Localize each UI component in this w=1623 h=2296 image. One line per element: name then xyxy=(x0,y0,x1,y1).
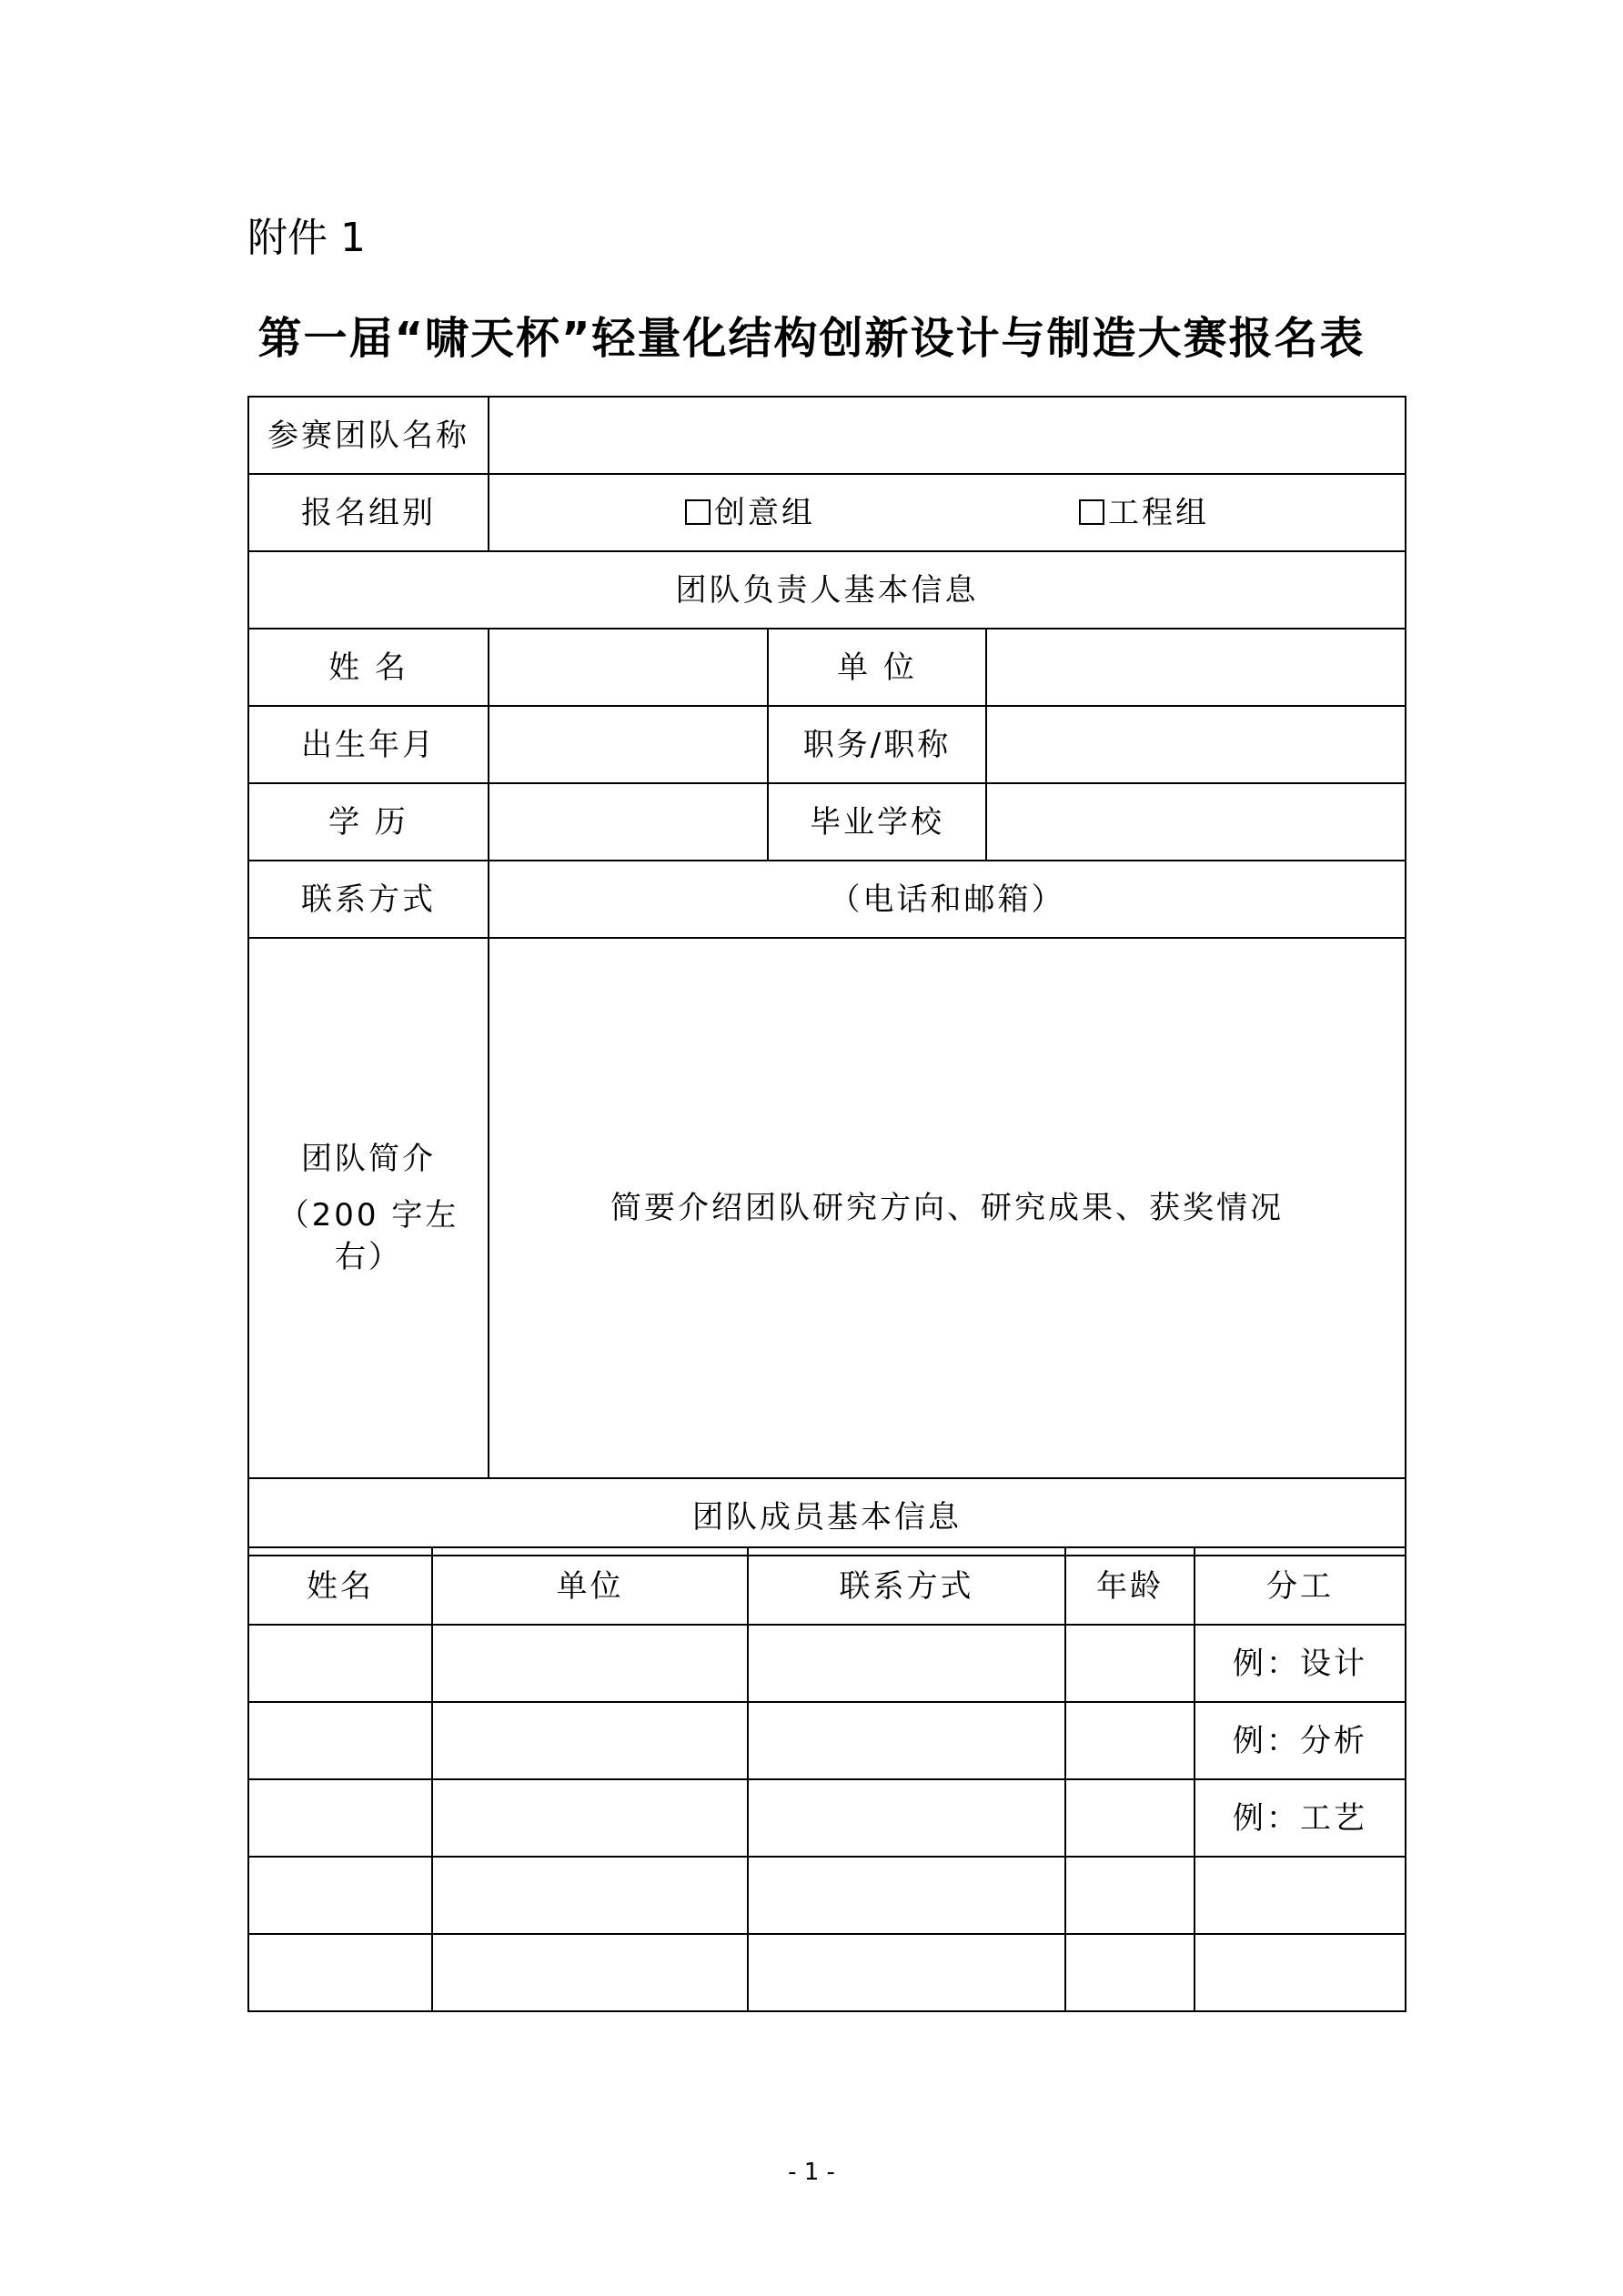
team-name-field[interactable] xyxy=(489,397,1406,474)
table-row xyxy=(248,1779,1406,1857)
education-field[interactable] xyxy=(489,783,768,861)
member-role-cell[interactable]: 例：分析 xyxy=(1195,1702,1406,1779)
member-age-cell[interactable] xyxy=(1065,1702,1195,1779)
position-label: 职务/职称 xyxy=(768,706,986,783)
attachment-label: 附件 1 xyxy=(247,215,366,261)
col-header-age: 年龄 xyxy=(1065,1547,1195,1625)
member-name-cell[interactable] xyxy=(248,1702,432,1779)
member-age-cell[interactable] xyxy=(1065,1779,1195,1857)
table-row xyxy=(248,1857,1406,1934)
member-unit-cell[interactable] xyxy=(432,1779,748,1857)
member-age-cell[interactable] xyxy=(1065,1934,1195,2011)
leader-name-label: 姓 名 xyxy=(248,629,489,706)
member-contact-cell[interactable] xyxy=(748,1857,1065,1934)
member-name-cell[interactable] xyxy=(248,1857,432,1934)
group-options xyxy=(489,474,1406,551)
group-option-engineering[interactable]: 工程组 xyxy=(1079,493,1209,533)
checkbox-icon[interactable] xyxy=(1079,499,1104,525)
table-row xyxy=(248,1702,1406,1779)
member-name-cell[interactable] xyxy=(248,1779,432,1857)
leader-name-field[interactable] xyxy=(489,629,768,706)
member-unit-cell[interactable] xyxy=(432,1934,748,2011)
birth-field[interactable] xyxy=(489,706,768,783)
contact-label: 联系方式 xyxy=(248,861,489,938)
group-option-creative[interactable]: 创意组 xyxy=(685,493,815,533)
member-name-cell[interactable] xyxy=(248,1934,432,2011)
team-intro-label: 团队简介 （200 字左右） xyxy=(248,938,489,1478)
member-role-cell[interactable] xyxy=(1195,1857,1406,1934)
education-label: 学 历 xyxy=(248,783,489,861)
school-field[interactable] xyxy=(986,783,1406,861)
birth-label: 出生年月 xyxy=(248,706,489,783)
leader-unit-label: 单 位 xyxy=(768,629,986,706)
member-contact-cell[interactable] xyxy=(748,1702,1065,1779)
member-unit-cell[interactable] xyxy=(432,1857,748,1934)
position-field[interactable] xyxy=(986,706,1406,783)
member-contact-cell[interactable] xyxy=(748,1625,1065,1702)
member-age-cell[interactable] xyxy=(1065,1625,1195,1702)
col-header-role: 分工 xyxy=(1195,1547,1406,1625)
member-role-cell[interactable] xyxy=(1195,1934,1406,2011)
member-contact-cell[interactable] xyxy=(748,1779,1065,1857)
registration-table xyxy=(247,396,1406,1556)
table-row xyxy=(248,1625,1406,1702)
leader-section-header: 团队负责人基本信息 xyxy=(248,551,1406,629)
members-table xyxy=(247,1546,1406,2012)
table-row xyxy=(248,1934,1406,2011)
group-label: 报名组别 xyxy=(248,474,489,551)
members-section-header: 团队成员基本信息 xyxy=(248,1478,1406,1556)
member-unit-cell[interactable] xyxy=(432,1625,748,1702)
col-header-name: 姓名 xyxy=(248,1547,432,1625)
school-label: 毕业学校 xyxy=(768,783,986,861)
col-header-contact: 联系方式 xyxy=(748,1547,1065,1625)
member-age-cell[interactable] xyxy=(1065,1857,1195,1934)
member-unit-cell[interactable] xyxy=(432,1702,748,1779)
team-intro-field[interactable]: 简要介绍团队研究方向、研究成果、获奖情况 xyxy=(489,938,1406,1478)
page-number: - 1 - xyxy=(788,2159,835,2186)
member-role-cell[interactable]: 例：设计 xyxy=(1195,1625,1406,1702)
leader-unit-field[interactable] xyxy=(986,629,1406,706)
team-name-label: 参赛团队名称 xyxy=(248,397,489,474)
contact-field[interactable]: （电话和邮箱） xyxy=(489,861,1406,938)
checkbox-icon[interactable] xyxy=(685,499,711,525)
member-name-cell[interactable] xyxy=(248,1625,432,1702)
member-role-cell[interactable]: 例：工艺 xyxy=(1195,1779,1406,1857)
col-header-unit: 单位 xyxy=(432,1547,748,1625)
member-contact-cell[interactable] xyxy=(748,1934,1065,2011)
form-title: 第一届“啸天杯”轻量化结构创新设计与制造大赛报名表 xyxy=(257,313,1366,364)
